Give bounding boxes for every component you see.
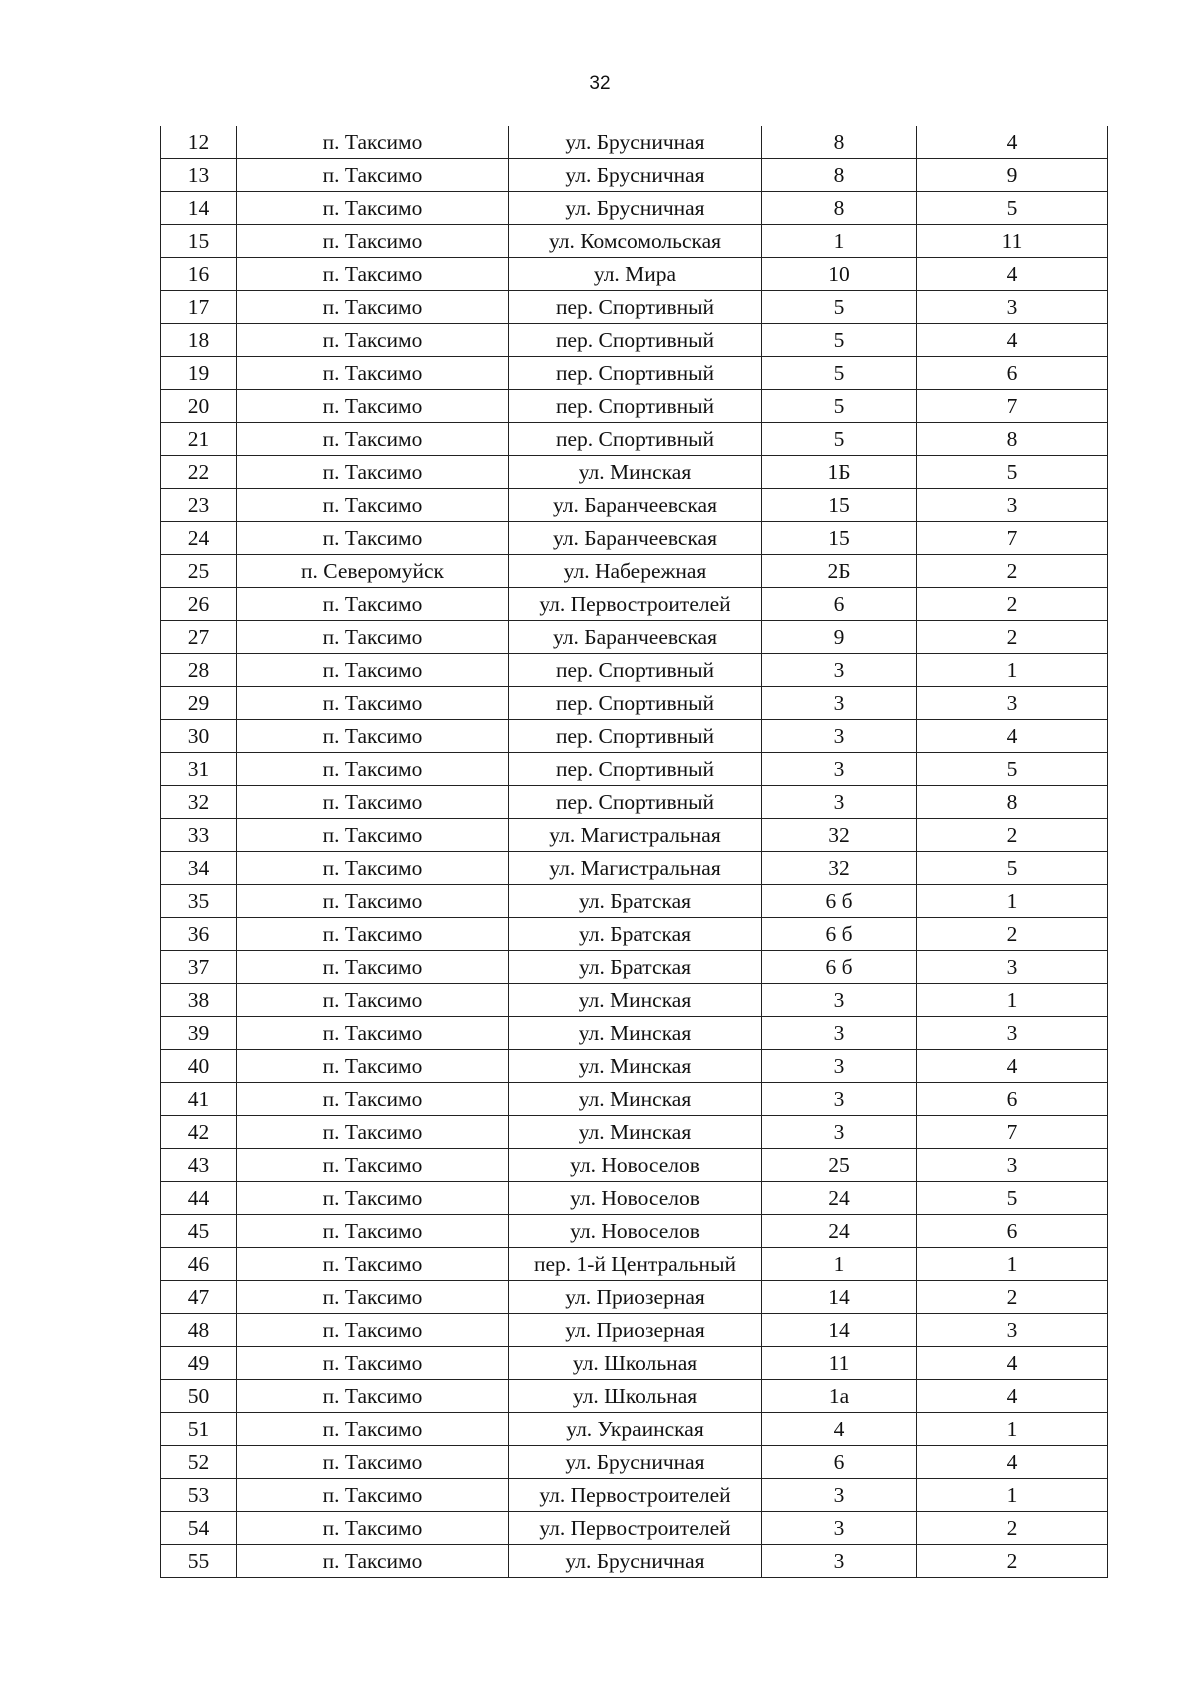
- table-row: [161, 720, 1108, 753]
- street-cell: ул. Школьная: [509, 1347, 762, 1380]
- house-number-cell: 32: [762, 819, 917, 852]
- apartment-number-cell: 5: [917, 192, 1108, 225]
- row-number-cell: 15: [161, 225, 237, 258]
- house-number-cell: 15: [762, 522, 917, 555]
- street-cell: пер. Спортивный: [509, 786, 762, 819]
- apartment-number-cell: 4: [917, 720, 1108, 753]
- row-number-cell: 40: [161, 1050, 237, 1083]
- settlement-cell: п. Таксимо: [237, 1545, 509, 1578]
- street-cell: ул. Магистральная: [509, 852, 762, 885]
- table-row: [161, 159, 1108, 192]
- settlement-cell: п. Таксимо: [237, 192, 509, 225]
- apartment-number-cell: 3: [917, 489, 1108, 522]
- row-number-cell: 32: [161, 786, 237, 819]
- settlement-cell: п. Таксимо: [237, 687, 509, 720]
- table-row: [161, 555, 1108, 588]
- table-row: [161, 753, 1108, 786]
- row-number-cell: 49: [161, 1347, 237, 1380]
- table-row: [161, 456, 1108, 489]
- apartment-number-cell: 6: [917, 1215, 1108, 1248]
- settlement-cell: п. Таксимо: [237, 1314, 509, 1347]
- street-cell: ул. Брусничная: [509, 159, 762, 192]
- table-row: [161, 258, 1108, 291]
- house-number-cell: 3: [762, 1545, 917, 1578]
- row-number-cell: 23: [161, 489, 237, 522]
- house-number-cell: 25: [762, 1149, 917, 1182]
- street-cell: ул. Новоселов: [509, 1215, 762, 1248]
- settlement-cell: п. Таксимо: [237, 390, 509, 423]
- street-cell: ул. Баранчеевская: [509, 522, 762, 555]
- row-number-cell: 26: [161, 588, 237, 621]
- apartment-number-cell: 2: [917, 819, 1108, 852]
- street-cell: ул. Братская: [509, 951, 762, 984]
- row-number-cell: 44: [161, 1182, 237, 1215]
- records-table-body: [161, 126, 1108, 1578]
- table-row: [161, 1017, 1108, 1050]
- apartment-number-cell: 5: [917, 753, 1108, 786]
- table-row: [161, 423, 1108, 456]
- apartment-number-cell: 2: [917, 918, 1108, 951]
- row-number-cell: 20: [161, 390, 237, 423]
- apartment-number-cell: 6: [917, 1083, 1108, 1116]
- house-number-cell: 8: [762, 126, 917, 159]
- house-number-cell: 15: [762, 489, 917, 522]
- house-number-cell: 6 б: [762, 918, 917, 951]
- row-number-cell: 14: [161, 192, 237, 225]
- apartment-number-cell: 2: [917, 621, 1108, 654]
- house-number-cell: 6: [762, 1446, 917, 1479]
- row-number-cell: 35: [161, 885, 237, 918]
- table-row: [161, 687, 1108, 720]
- row-number-cell: 17: [161, 291, 237, 324]
- apartment-number-cell: 4: [917, 324, 1108, 357]
- table-row: [161, 1182, 1108, 1215]
- table-row: [161, 654, 1108, 687]
- house-number-cell: 3: [762, 1479, 917, 1512]
- apartment-number-cell: 8: [917, 423, 1108, 456]
- house-number-cell: 14: [762, 1281, 917, 1314]
- house-number-cell: 3: [762, 753, 917, 786]
- settlement-cell: п. Таксимо: [237, 654, 509, 687]
- street-cell: пер. Спортивный: [509, 291, 762, 324]
- table-row: [161, 357, 1108, 390]
- house-number-cell: 6 б: [762, 885, 917, 918]
- table-row: [161, 885, 1108, 918]
- street-cell: ул. Баранчеевская: [509, 489, 762, 522]
- row-number-cell: 13: [161, 159, 237, 192]
- table-row: [161, 1413, 1108, 1446]
- street-cell: ул. Приозерная: [509, 1281, 762, 1314]
- apartment-number-cell: 2: [917, 1545, 1108, 1578]
- house-number-cell: 1: [762, 225, 917, 258]
- row-number-cell: 18: [161, 324, 237, 357]
- apartment-number-cell: 1: [917, 1248, 1108, 1281]
- street-cell: ул. Новоселов: [509, 1182, 762, 1215]
- row-number-cell: 54: [161, 1512, 237, 1545]
- settlement-cell: п. Таксимо: [237, 786, 509, 819]
- table-row: [161, 621, 1108, 654]
- table-row: [161, 390, 1108, 423]
- table-row: [161, 192, 1108, 225]
- row-number-cell: 52: [161, 1446, 237, 1479]
- row-number-cell: 46: [161, 1248, 237, 1281]
- table-row: [161, 1248, 1108, 1281]
- apartment-number-cell: 7: [917, 1116, 1108, 1149]
- table-row: [161, 1545, 1108, 1578]
- street-cell: ул. Минская: [509, 456, 762, 489]
- apartment-number-cell: 3: [917, 1017, 1108, 1050]
- settlement-cell: п. Таксимо: [237, 258, 509, 291]
- house-number-cell: 5: [762, 291, 917, 324]
- house-number-cell: 6 б: [762, 951, 917, 984]
- house-number-cell: 9: [762, 621, 917, 654]
- row-number-cell: 37: [161, 951, 237, 984]
- house-number-cell: 1: [762, 1248, 917, 1281]
- street-cell: ул. Брусничная: [509, 1446, 762, 1479]
- settlement-cell: п. Таксимо: [237, 1347, 509, 1380]
- row-number-cell: 29: [161, 687, 237, 720]
- apartment-number-cell: 3: [917, 291, 1108, 324]
- apartment-number-cell: 4: [917, 126, 1108, 159]
- street-cell: пер. 1-й Центральный: [509, 1248, 762, 1281]
- house-number-cell: 4: [762, 1413, 917, 1446]
- row-number-cell: 28: [161, 654, 237, 687]
- settlement-cell: п. Таксимо: [237, 984, 509, 1017]
- street-cell: ул. Набережная: [509, 555, 762, 588]
- apartment-number-cell: 1: [917, 654, 1108, 687]
- row-number-cell: 50: [161, 1380, 237, 1413]
- street-cell: пер. Спортивный: [509, 654, 762, 687]
- table-row: [161, 1215, 1108, 1248]
- street-cell: ул. Минская: [509, 1083, 762, 1116]
- table-row: [161, 852, 1108, 885]
- table-row: [161, 225, 1108, 258]
- settlement-cell: п. Таксимо: [237, 753, 509, 786]
- street-cell: ул. Первостроителей: [509, 1479, 762, 1512]
- house-number-cell: 3: [762, 654, 917, 687]
- settlement-cell: п. Таксимо: [237, 1182, 509, 1215]
- table-row: [161, 1083, 1108, 1116]
- row-number-cell: 19: [161, 357, 237, 390]
- row-number-cell: 24: [161, 522, 237, 555]
- settlement-cell: п. Таксимо: [237, 1083, 509, 1116]
- apartment-number-cell: 5: [917, 852, 1108, 885]
- table-row: [161, 1050, 1108, 1083]
- house-number-cell: 2Б: [762, 555, 917, 588]
- row-number-cell: 43: [161, 1149, 237, 1182]
- street-cell: ул. Школьная: [509, 1380, 762, 1413]
- row-number-cell: 48: [161, 1314, 237, 1347]
- row-number-cell: 12: [161, 126, 237, 159]
- row-number-cell: 16: [161, 258, 237, 291]
- house-number-cell: 10: [762, 258, 917, 291]
- house-number-cell: 24: [762, 1215, 917, 1248]
- table-row: [161, 291, 1108, 324]
- street-cell: ул. Минская: [509, 1116, 762, 1149]
- apartment-number-cell: 1: [917, 1479, 1108, 1512]
- table-row: [161, 1347, 1108, 1380]
- settlement-cell: п. Таксимо: [237, 1149, 509, 1182]
- table-row: [161, 951, 1108, 984]
- table-row: [161, 1149, 1108, 1182]
- house-number-cell: 3: [762, 1116, 917, 1149]
- settlement-cell: п. Таксимо: [237, 126, 509, 159]
- apartment-number-cell: 8: [917, 786, 1108, 819]
- settlement-cell: п. Таксимо: [237, 1380, 509, 1413]
- house-number-cell: 1Б: [762, 456, 917, 489]
- apartment-number-cell: 2: [917, 555, 1108, 588]
- row-number-cell: 36: [161, 918, 237, 951]
- street-cell: ул. Новоселов: [509, 1149, 762, 1182]
- table-row: [161, 588, 1108, 621]
- street-cell: ул. Комсомольская: [509, 225, 762, 258]
- settlement-cell: п. Таксимо: [237, 159, 509, 192]
- records-table: [160, 126, 1108, 1578]
- house-number-cell: 3: [762, 720, 917, 753]
- street-cell: ул. Украинская: [509, 1413, 762, 1446]
- settlement-cell: п. Таксимо: [237, 522, 509, 555]
- street-cell: пер. Спортивный: [509, 324, 762, 357]
- house-number-cell: 5: [762, 423, 917, 456]
- settlement-cell: п. Таксимо: [237, 588, 509, 621]
- table-row: [161, 819, 1108, 852]
- apartment-number-cell: 1: [917, 984, 1108, 1017]
- house-number-cell: 3: [762, 1017, 917, 1050]
- house-number-cell: 5: [762, 390, 917, 423]
- settlement-cell: п. Таксимо: [237, 456, 509, 489]
- apartment-number-cell: 9: [917, 159, 1108, 192]
- settlement-cell: п. Таксимо: [237, 885, 509, 918]
- row-number-cell: 53: [161, 1479, 237, 1512]
- street-cell: пер. Спортивный: [509, 687, 762, 720]
- house-number-cell: 5: [762, 357, 917, 390]
- row-number-cell: 41: [161, 1083, 237, 1116]
- street-cell: ул. Баранчеевская: [509, 621, 762, 654]
- street-cell: ул. Братская: [509, 885, 762, 918]
- apartment-number-cell: 4: [917, 1446, 1108, 1479]
- house-number-cell: 1а: [762, 1380, 917, 1413]
- table-row: [161, 1512, 1108, 1545]
- settlement-cell: п. Таксимо: [237, 720, 509, 753]
- settlement-cell: п. Таксимо: [237, 324, 509, 357]
- settlement-cell: п. Таксимо: [237, 489, 509, 522]
- table-row: [161, 984, 1108, 1017]
- row-number-cell: 55: [161, 1545, 237, 1578]
- row-number-cell: 39: [161, 1017, 237, 1050]
- table-row: [161, 1380, 1108, 1413]
- street-cell: ул. Первостроителей: [509, 588, 762, 621]
- street-cell: пер. Спортивный: [509, 423, 762, 456]
- house-number-cell: 24: [762, 1182, 917, 1215]
- street-cell: ул. Мира: [509, 258, 762, 291]
- house-number-cell: 3: [762, 1083, 917, 1116]
- street-cell: ул. Приозерная: [509, 1314, 762, 1347]
- apartment-number-cell: 5: [917, 456, 1108, 489]
- table-row: [161, 489, 1108, 522]
- table-row: [161, 1479, 1108, 1512]
- house-number-cell: 3: [762, 1050, 917, 1083]
- row-number-cell: 31: [161, 753, 237, 786]
- apartment-number-cell: 4: [917, 1380, 1108, 1413]
- apartment-number-cell: 1: [917, 885, 1108, 918]
- settlement-cell: п. Таксимо: [237, 357, 509, 390]
- house-number-cell: 6: [762, 588, 917, 621]
- house-number-cell: 8: [762, 192, 917, 225]
- table-row: [161, 126, 1108, 159]
- table-row: [161, 1281, 1108, 1314]
- house-number-cell: 5: [762, 324, 917, 357]
- row-number-cell: 30: [161, 720, 237, 753]
- settlement-cell: п. Таксимо: [237, 1446, 509, 1479]
- row-number-cell: 27: [161, 621, 237, 654]
- settlement-cell: п. Таксимо: [237, 423, 509, 456]
- street-cell: ул. Минская: [509, 1050, 762, 1083]
- settlement-cell: п. Таксимо: [237, 291, 509, 324]
- page-number: 32: [589, 73, 611, 94]
- street-cell: пер. Спортивный: [509, 357, 762, 390]
- settlement-cell: п. Таксимо: [237, 1413, 509, 1446]
- settlement-cell: п. Таксимо: [237, 1512, 509, 1545]
- settlement-cell: п. Таксимо: [237, 1017, 509, 1050]
- table-row: [161, 1314, 1108, 1347]
- row-number-cell: 47: [161, 1281, 237, 1314]
- settlement-cell: п. Таксимо: [237, 1248, 509, 1281]
- house-number-cell: 32: [762, 852, 917, 885]
- apartment-number-cell: 7: [917, 390, 1108, 423]
- row-number-cell: 22: [161, 456, 237, 489]
- apartment-number-cell: 4: [917, 1347, 1108, 1380]
- house-number-cell: 3: [762, 984, 917, 1017]
- apartment-number-cell: 2: [917, 588, 1108, 621]
- apartment-number-cell: 3: [917, 951, 1108, 984]
- table-row: [161, 786, 1108, 819]
- row-number-cell: 25: [161, 555, 237, 588]
- apartment-number-cell: 3: [917, 687, 1108, 720]
- house-number-cell: 14: [762, 1314, 917, 1347]
- row-number-cell: 51: [161, 1413, 237, 1446]
- street-cell: ул. Брусничная: [509, 1545, 762, 1578]
- settlement-cell: п. Северомуйск: [237, 555, 509, 588]
- table-row: [161, 522, 1108, 555]
- street-cell: пер. Спортивный: [509, 753, 762, 786]
- settlement-cell: п. Таксимо: [237, 1050, 509, 1083]
- street-cell: ул. Брусничная: [509, 192, 762, 225]
- apartment-number-cell: 6: [917, 357, 1108, 390]
- street-cell: пер. Спортивный: [509, 390, 762, 423]
- apartment-number-cell: 1: [917, 1413, 1108, 1446]
- settlement-cell: п. Таксимо: [237, 1281, 509, 1314]
- street-cell: ул. Магистральная: [509, 819, 762, 852]
- settlement-cell: п. Таксимо: [237, 225, 509, 258]
- settlement-cell: п. Таксимо: [237, 918, 509, 951]
- settlement-cell: п. Таксимо: [237, 1116, 509, 1149]
- house-number-cell: 8: [762, 159, 917, 192]
- apartment-number-cell: 2: [917, 1281, 1108, 1314]
- house-number-cell: 3: [762, 1512, 917, 1545]
- house-number-cell: 11: [762, 1347, 917, 1380]
- apartment-number-cell: 2: [917, 1512, 1108, 1545]
- table-row: [161, 1446, 1108, 1479]
- apartment-number-cell: 7: [917, 522, 1108, 555]
- apartment-number-cell: 4: [917, 258, 1108, 291]
- settlement-cell: п. Таксимо: [237, 1215, 509, 1248]
- settlement-cell: п. Таксимо: [237, 621, 509, 654]
- apartment-number-cell: 5: [917, 1182, 1108, 1215]
- house-number-cell: 3: [762, 687, 917, 720]
- street-cell: ул. Минская: [509, 984, 762, 1017]
- row-number-cell: 45: [161, 1215, 237, 1248]
- apartment-number-cell: 4: [917, 1050, 1108, 1083]
- row-number-cell: 34: [161, 852, 237, 885]
- row-number-cell: 38: [161, 984, 237, 1017]
- house-number-cell: 3: [762, 786, 917, 819]
- apartment-number-cell: 3: [917, 1314, 1108, 1347]
- apartment-number-cell: 11: [917, 225, 1108, 258]
- table-row: [161, 1116, 1108, 1149]
- row-number-cell: 42: [161, 1116, 237, 1149]
- settlement-cell: п. Таксимо: [237, 819, 509, 852]
- street-cell: ул. Братская: [509, 918, 762, 951]
- settlement-cell: п. Таксимо: [237, 852, 509, 885]
- table-row: [161, 324, 1108, 357]
- street-cell: ул. Первостроителей: [509, 1512, 762, 1545]
- street-cell: пер. Спортивный: [509, 720, 762, 753]
- street-cell: ул. Минская: [509, 1017, 762, 1050]
- row-number-cell: 21: [161, 423, 237, 456]
- settlement-cell: п. Таксимо: [237, 951, 509, 984]
- row-number-cell: 33: [161, 819, 237, 852]
- settlement-cell: п. Таксимо: [237, 1479, 509, 1512]
- table-row: [161, 918, 1108, 951]
- apartment-number-cell: 3: [917, 1149, 1108, 1182]
- street-cell: ул. Брусничная: [509, 126, 762, 159]
